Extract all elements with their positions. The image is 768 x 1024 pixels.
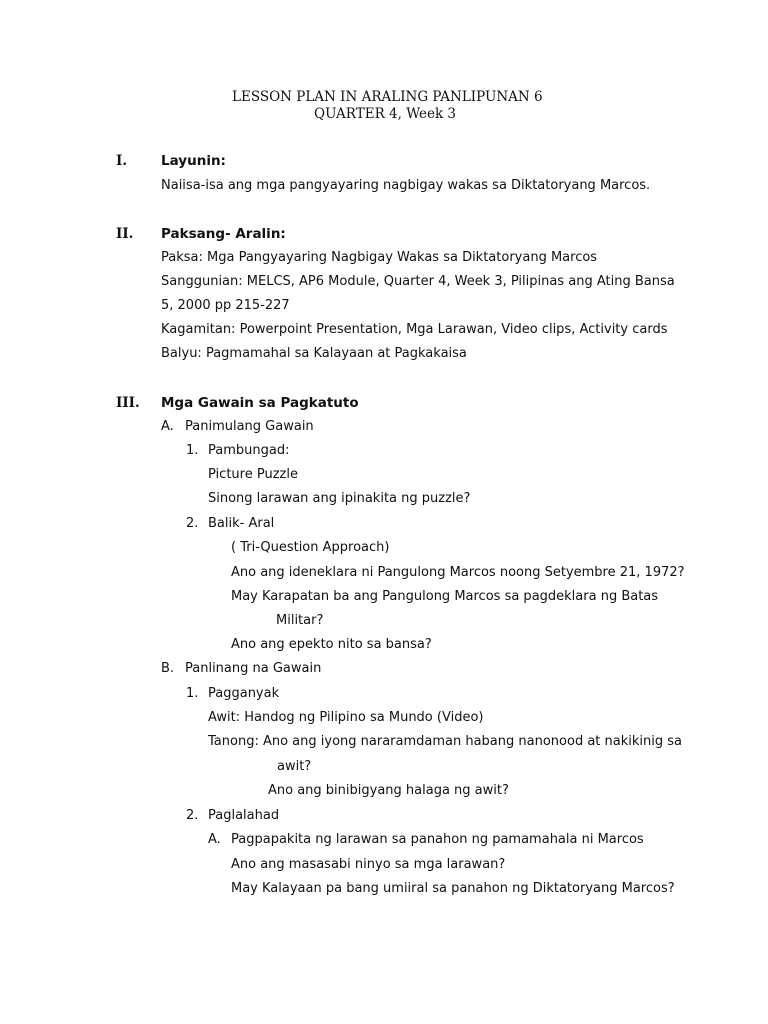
section-1-heading: Layunin: <box>161 153 226 169</box>
section-1-numeral: I. <box>116 153 128 169</box>
b-item-1-line-4: Ano ang binibigyang halaga ng awit? <box>268 783 509 798</box>
a-item-2-marker: 2. <box>186 516 199 531</box>
sanggunian-line-1: Sanggunian: MELCS, AP6 Module, Quarter 4, Week 3, Pilipinas ang Ating Bansa <box>161 274 675 289</box>
sub-a-label: Panimulang Gawain <box>185 419 314 434</box>
a-item-2-line-1: ( Tri-Question Approach) <box>231 540 390 555</box>
b-item-1-marker: 1. <box>186 686 199 701</box>
a-item-2-line-5: Ano ang epekto nito sa bansa? <box>231 637 432 652</box>
a-item-2-line-2: Ano ang ideneklara ni Pangulong Marcos noong Setyembre 21, 1972? <box>231 565 685 580</box>
a-item-1-line-2: Sinong larawan ang ipinakita ng puzzle? <box>208 491 471 506</box>
paksa-line: Paksa: Mga Pangyayaring Nagbigay Wakas sa Diktatoryang Marcos <box>161 250 598 265</box>
b-item-2-marker: 2. <box>186 808 199 823</box>
section-3-numeral: III. <box>116 395 140 411</box>
a-item-1-marker: 1. <box>186 443 199 458</box>
b-item-2-sub-marker: A. <box>208 832 221 847</box>
a-item-2-line-4: Militar? <box>276 613 324 628</box>
a-item-1-label: Pambungad: <box>208 443 290 458</box>
b-item-2-line-3: May Kalayaan pa bang umiiral sa panahon ng Diktatoryang Marcos? <box>231 881 675 896</box>
section-2-heading: Paksang- Aralin: <box>161 226 286 242</box>
b-item-1-line-3: awit? <box>277 759 312 774</box>
b-item-1-line-2: Tanong: Ano ang iyong nararamdaman habang nanonood at nakikinig sa <box>208 734 682 749</box>
b-item-2-line-2: Ano ang masasabi ninyo sa mga larawan? <box>231 857 506 872</box>
a-item-2-label: Balik- Aral <box>208 516 275 531</box>
title-line-2: QUARTER 4, Week 3 <box>314 106 457 122</box>
section-1-text: Naiisa-isa ang mga pangyayaring nagbigay wakas sa Diktatoryang Marcos. <box>161 178 651 193</box>
b-item-1-line-1: Awit: Handog ng Pilipino sa Mundo (Video) <box>208 710 484 725</box>
sanggunian-line-2: 5, 2000 pp 215-227 <box>161 298 290 313</box>
a-item-1-line-1: Picture Puzzle <box>208 467 298 482</box>
sub-a-marker: A. <box>161 419 174 434</box>
b-item-2-line-1: Pagpapakita ng larawan sa panahon ng pamamahala ni Marcos <box>231 832 644 847</box>
b-item-2-label: Paglalahad <box>208 808 280 823</box>
a-item-2-line-3: May Karapatan ba ang Pangulong Marcos sa pagdeklara ng Batas <box>231 589 659 604</box>
sub-b-label: Panlinang na Gawain <box>185 661 322 676</box>
title-line-1: LESSON PLAN IN ARALING PANLIPUNAN 6 <box>232 89 543 105</box>
sub-b-marker: B. <box>161 661 175 676</box>
section-3-heading: Mga Gawain sa Pagkatuto <box>161 395 359 411</box>
balyu-line: Balyu: Pagmamahal sa Kalayaan at Pagkakaisa <box>161 346 467 361</box>
b-item-1-label: Pagganyak <box>208 686 280 701</box>
kagamitan-line: Kagamitan: Powerpoint Presentation, Mga Larawan, Video clips, Activity cards <box>161 322 668 337</box>
section-2-numeral: II. <box>116 226 134 242</box>
